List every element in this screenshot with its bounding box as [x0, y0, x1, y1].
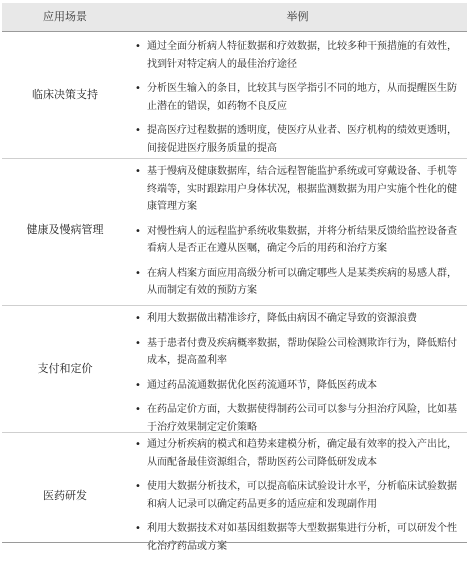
list-item-text: 提高医疗过程数据的透明度，使医疗从业者、医疗机构的绩效更透明，间接促进医疗服务质量的提高 [147, 125, 457, 154]
row-divider [2, 158, 467, 159]
list-item [135, 163, 460, 216]
table-bottom-rule [2, 542, 467, 543]
bullet-icon: • [135, 313, 141, 324]
header-scene: 应用场景 [43, 10, 87, 23]
bullet-icon: • [135, 225, 141, 237]
examples-list [135, 436, 460, 562]
list-item-text: 分析医生输入的条目，比较其与医学指引不同的地方，从而提醒医生防止潜在的错误，如药物不良反应 [147, 83, 457, 112]
list-item-text: 通过全面分析病人特征数据和疗效数据，比较多种干预措施的有效性，找到针对特定病人的最佳治疗途径 [147, 41, 457, 70]
scene-health-chronic-management: 健康及慢病管理 [26, 223, 104, 236]
bullet-icon: • [135, 337, 141, 349]
list-item [135, 520, 460, 555]
row-divider [2, 305, 467, 306]
bullet-icon: • [135, 481, 141, 492]
bullet-icon: • [135, 404, 141, 415]
application-scenarios-table [2, 3, 467, 552]
list-item [135, 223, 460, 258]
list-item [135, 478, 460, 513]
bullet-icon: • [135, 523, 141, 534]
list-item-text: 利用大数据做出精准诊疗，降低由病因不确定导致的资源浪费 [147, 313, 417, 324]
list-item [135, 310, 460, 328]
list-item [135, 401, 460, 436]
bullet-icon: • [135, 379, 141, 391]
examples-list [135, 310, 460, 443]
bullet-icon: • [135, 166, 141, 177]
scene-clinical-decision-support: 临床决策支持 [32, 88, 98, 101]
bullet-icon: • [135, 83, 141, 94]
list-item-text: 在药品定价方面，大数据使得制药公司可以参与分担治疗风险，比如基于治疗效果制定定价策略 [147, 404, 457, 433]
list-item [135, 80, 460, 115]
examples-list [135, 38, 460, 164]
list-item [135, 436, 460, 471]
list-item-text: 基于患者付费及疾病概率数据，帮助保险公司检测欺诈行为，降低赔付成本，提高盈利率 [147, 337, 457, 366]
header-examples: 举例 [286, 10, 309, 23]
list-item-text: 基于慢病及健康数据库，结合远程智能监护系统或可穿戴设备、手机等终端等，实时跟踪用户身体状况，根据监测数据为用户实施个性化的健康管理方案 [147, 166, 457, 212]
scene-payment-pricing: 支付和定价 [37, 362, 93, 375]
row-divider [2, 432, 467, 433]
scene-drug-rnd: 医药研发 [43, 489, 87, 502]
header-bottom-rule [2, 31, 467, 32]
list-item-text: 对慢性病人的远程监护系统收集数据，并将分析结果反馈给监控设备查看病人是否正在遵从医嘱，确定今后的用药和治疗方案 [147, 225, 457, 254]
list-item-text: 在病人档案方面应用高级分析可以确定哪些人是某类疾病的易感人群，从而制定有效的预防方案 [147, 267, 457, 296]
list-item-text: 通过分析疾病的模式和趋势来建模分析，确定最有效率的投入产出比，从而配备最佳资源组合，帮助医药公司降低研发成本 [147, 439, 457, 468]
table-header-row [2, 3, 467, 31]
list-item-text: 使用大数据分析技术，可以提高临床试验设计水平，分析临床试验数据和病人记录可以确定药品更多的适应症和发现副作用 [147, 481, 457, 510]
list-item [135, 335, 460, 370]
list-item [135, 122, 460, 157]
bullet-icon: • [135, 41, 141, 52]
bullet-icon: • [135, 439, 141, 450]
bullet-icon: • [135, 125, 141, 136]
list-item [135, 38, 460, 73]
bullet-icon: • [135, 267, 141, 279]
list-item [135, 377, 460, 395]
list-item-text: 通过药品流通数据优化医药流通环节，降低医药成本 [147, 379, 377, 391]
examples-list [135, 163, 460, 307]
list-item-text: 利用大数据技术对如基因组数据等大型数据集进行分析，可以研发个性化治疗药品或方案 [147, 523, 457, 552]
list-item [135, 265, 460, 300]
